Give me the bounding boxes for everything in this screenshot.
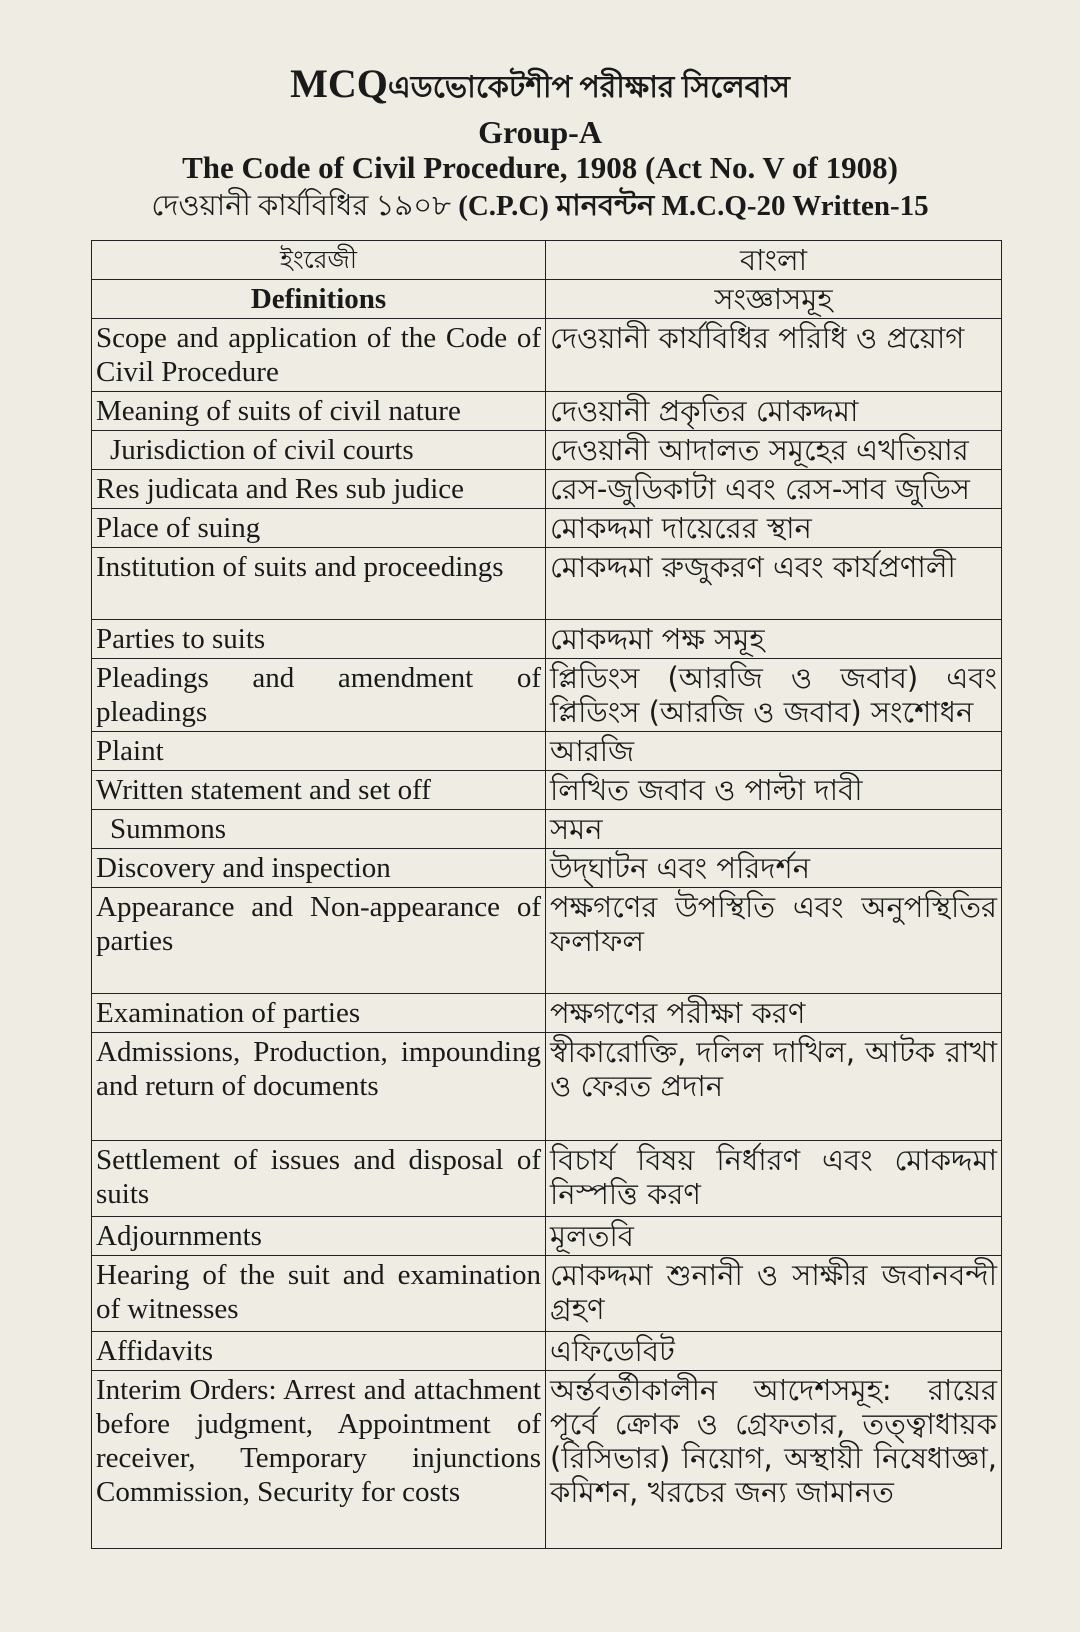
table-row bbox=[92, 771, 1002, 810]
topic-bangla: দেওয়ানী কার্যবিধির পরিধি ও প্রয়োগ bbox=[546, 319, 1002, 392]
topic-english: Affidavits bbox=[92, 1332, 546, 1371]
topic-english: Adjournments bbox=[92, 1217, 546, 1256]
topic-bangla: মোকদ্দমা শুনানী ও সাক্ষীর জবানবন্দী গ্রহণ bbox=[546, 1256, 1002, 1332]
act-title: The Code of Civil Procedure, 1908 (Act No. V of 1908) bbox=[182, 150, 898, 185]
title-mcq: MCQ bbox=[290, 61, 388, 106]
table-row bbox=[92, 431, 1002, 470]
topic-english: Admissions, Production, impounding and return of documents bbox=[92, 1033, 546, 1141]
table-row bbox=[92, 1217, 1002, 1256]
topic-english: Scope and application of the Code of Civil Procedure bbox=[92, 319, 546, 392]
topic-bangla: রেস-জুডিকাটা এবং রেস-সাব জুডিস bbox=[546, 470, 1002, 509]
topic-bangla: অর্ন্তবর্তীকালীন আদেশসমূহ: রায়ের পূর্বে ক্রোক ও গ্রেফতার, তত্ত্বাধায়ক (রিসিভার) নিয়োগ, অস্থায়ী নিষেধাজ্ঞা, কমিশন, খরচের জন্য জামানত bbox=[546, 1371, 1002, 1549]
table-row bbox=[92, 1332, 1002, 1371]
topic-bangla: সমন bbox=[546, 810, 1002, 849]
topic-bangla: মোকদ্দমা রুজুকরণ এবং কার্যপ্রণালী bbox=[546, 548, 1002, 620]
table-row bbox=[92, 849, 1002, 888]
table-row bbox=[92, 509, 1002, 548]
topic-bangla: এফিডেবিট bbox=[546, 1332, 1002, 1371]
table-row bbox=[92, 1256, 1002, 1332]
topic-bangla: পক্ষগণের উপস্থিতি এবং অনুপস্থিতির ফলাফল bbox=[546, 888, 1002, 994]
topic-english: Res judicata and Res sub judice bbox=[92, 470, 546, 509]
group-heading: Group-A bbox=[478, 114, 602, 150]
topic-english: Summons bbox=[92, 810, 546, 849]
topic-english: Appearance and Non-appearance of parties bbox=[92, 888, 546, 994]
table-row bbox=[92, 1371, 1002, 1549]
topic-english: Meaning of suits of civil nature bbox=[92, 392, 546, 431]
topic-english: Discovery and inspection bbox=[92, 849, 546, 888]
topic-english: Pleadings and amendment of pleadings bbox=[92, 659, 546, 732]
table-row bbox=[92, 319, 1002, 392]
table-subheader-row bbox=[92, 280, 1002, 319]
marks-bangla-prefix: দেওয়ানী কার্যবিধির ১৯০৮ bbox=[151, 190, 451, 222]
table-row bbox=[92, 888, 1002, 994]
marks-distribution bbox=[0, 186, 1080, 226]
topic-bangla: মূলতবি bbox=[546, 1217, 1002, 1256]
table-row bbox=[92, 1033, 1002, 1141]
topic-bangla: স্বীকারোক্তি, দলিল দাখিল, আটক রাখা ও ফেরত প্রদান bbox=[546, 1033, 1002, 1141]
topic-bangla: লিখিত জবাব ও পাল্টা দাবী bbox=[546, 771, 1002, 810]
topic-bangla: মোকদ্দমা দায়েরের স্থান bbox=[546, 509, 1002, 548]
topic-english: Institution of suits and proceedings bbox=[92, 548, 546, 620]
table-row bbox=[92, 548, 1002, 620]
topic-bangla: দেওয়ানী আদালত সমূহের এখতিয়ার bbox=[546, 431, 1002, 470]
topic-bangla: উদ্‌ঘাটন এবং পরিদর্শন bbox=[546, 849, 1002, 888]
topic-english: Plaint bbox=[92, 732, 546, 771]
topic-bangla: দেওয়ানী প্রকৃতির মোকদ্দমা bbox=[546, 392, 1002, 431]
header-bangla: বাংলা bbox=[546, 241, 1002, 280]
topic-bangla: প্লিডিংস (আরজি ও জবাব) এবং প্লিডিংস (আরজি ও জবাব) সংশোধন bbox=[546, 659, 1002, 732]
topic-english: Interim Orders: Arrest and attachment before judgment, Appointment of receiver, Temporary injunctions Commission, Security for costs bbox=[92, 1371, 546, 1549]
topic-english: Examination of parties bbox=[92, 994, 546, 1033]
subheader-english: Definitions bbox=[92, 280, 546, 319]
topic-bangla: বিচার্য বিষয় নির্ধারণ এবং মোকদ্দমা নিস্পত্তি করণ bbox=[546, 1141, 1002, 1217]
table-row bbox=[92, 732, 1002, 771]
header-english: ইংরেজী bbox=[92, 241, 546, 280]
topic-english: Jurisdiction of civil courts bbox=[92, 431, 546, 470]
table-row bbox=[92, 994, 1002, 1033]
table-row bbox=[92, 470, 1002, 509]
table-row bbox=[92, 1141, 1002, 1217]
table-row bbox=[92, 659, 1002, 732]
table-header-row bbox=[92, 241, 1002, 280]
syllabus-table bbox=[91, 240, 1002, 1549]
topic-bangla: আরজি bbox=[546, 732, 1002, 771]
table-row bbox=[92, 810, 1002, 849]
table-row bbox=[92, 620, 1002, 659]
topic-bangla: পক্ষগণের পরীক্ষা করণ bbox=[546, 994, 1002, 1033]
topic-english: Settlement of issues and disposal of suits bbox=[92, 1141, 546, 1217]
subheader-bangla: সংজ্ঞাসমূহ bbox=[546, 280, 1002, 319]
marks-suffix: (C.P.C) মানবন্টন M.C.Q-20 Written-15 bbox=[458, 190, 929, 222]
topic-english: Parties to suits bbox=[92, 620, 546, 659]
page-title bbox=[0, 60, 1080, 112]
title-bangla: এডভোকেটশীপ পরীক্ষার সিলেবাস bbox=[387, 71, 790, 104]
table-row bbox=[92, 392, 1002, 431]
topic-english: Place of suing bbox=[92, 509, 546, 548]
topic-english: Hearing of the suit and examination of witnesses bbox=[92, 1256, 546, 1332]
topic-english: Written statement and set off bbox=[92, 771, 546, 810]
topic-bangla: মোকদ্দমা পক্ষ সমূহ bbox=[546, 620, 1002, 659]
